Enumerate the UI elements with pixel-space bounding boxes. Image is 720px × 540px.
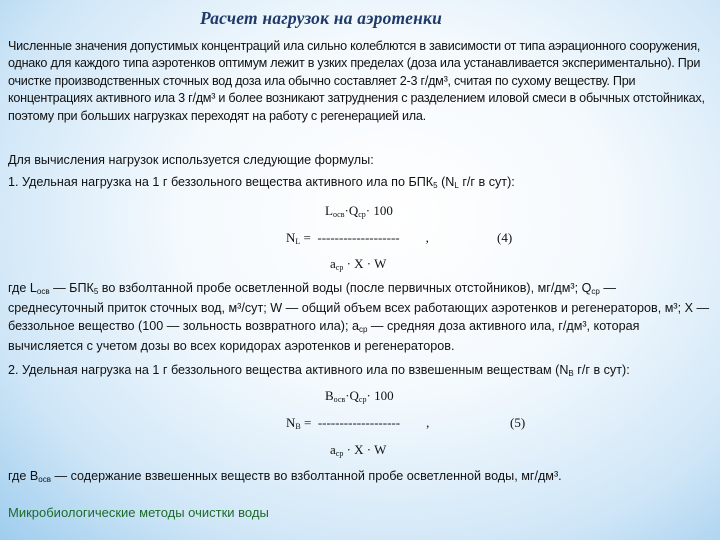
f5-num-sub2: ср (358, 395, 367, 404)
where-1-start: где L (8, 281, 37, 295)
f5-num-rest: ·Q (345, 388, 359, 403)
f4-num-sub: осв (332, 210, 345, 219)
item-2 (8, 362, 714, 382)
item-1-sub2: L (454, 181, 459, 190)
where-1-body3: — средняя доза активного ила, г/дм³, которая вычисляется с учетом дозы во всех коридорах аэротенков и регенераторов. (8, 318, 640, 354)
item-1-sub: 5 (433, 181, 438, 190)
formulas-intro: Для вычисления нагрузок используется следующие формулы: (8, 153, 374, 167)
f4-num-rest: ·Q (344, 203, 359, 218)
item-1-text3: г/г в сут): (458, 175, 515, 189)
item-1-text: 1. Удельная нагрузка на 1 г беззольного вещества активного ила по БПК (8, 175, 434, 189)
f4-den-rest: · X · W (343, 256, 387, 271)
item-2-text: 2. Удельная нагрузка на 1 г беззольного вещества активного ила по взвешенным веществам (N (8, 363, 569, 377)
f5-eq: = ------------------- , (300, 415, 430, 430)
f5-den-sub: ср (335, 449, 344, 458)
item-2-text2: г/г в сут): (573, 363, 630, 377)
f5-lhs-sub: B (295, 422, 301, 431)
formula-5-number: (5) (510, 415, 526, 430)
intro-paragraph: Численные значения допустимых концентраций ила сильно колеблются в зависимости от типа аэрационного сооружения, однако для каждого типа аэротенков оптимум лежит в узких пределах (доза ила устанавливается экспериментально). При очистке производственных сточных вод доза ила обычно составляет 2-3 г/дм³, считая по сухому веществу. При концентрациях активного ила 3 г/дм³ и более возникают затруднения с разделением иловой смеси в обычных отстойниках, поэтому при больших нагрузках переходят на работу с регенерацией ила. (8, 39, 705, 123)
item-1 (8, 174, 714, 194)
where-1-text: — БПК (49, 281, 94, 295)
where-1-sub3: ср (591, 287, 600, 296)
f4-den-a: a (330, 256, 336, 271)
f4-den-sub: ср (335, 263, 344, 272)
formula-4-line (286, 230, 429, 246)
f4-eq: = ------------------- , (300, 230, 429, 245)
f5-num-B: B (325, 388, 334, 403)
formula-4-numerator (325, 203, 393, 219)
formula-5-line (286, 415, 429, 431)
where-1-paragraph (8, 280, 714, 356)
f5-num-tail: · 100 (366, 388, 394, 403)
where-1-sub4: ср (358, 324, 368, 334)
item-2-sub: B (568, 369, 574, 378)
where-1-sub: осв (36, 287, 50, 296)
f4-num-sub2: ср (358, 210, 366, 219)
where-1-body2: — среднесуточный приток сточных вод, м³/сут; W — общий объем всех работающих аэротенков и регенераторов, м³; X — беззольное вещество (100 — зольность возвратного ила); a (8, 281, 710, 333)
slide-title: Расчет нагрузок на аэротенки (199, 8, 442, 28)
formula-4-denominator (330, 256, 386, 272)
f5-lhs: N (286, 415, 296, 430)
f4-lhs-sub: L (295, 237, 301, 246)
f4-lhs: N (286, 230, 296, 245)
f4-num-tail: · 100 (365, 203, 393, 218)
where-2-start: где B (8, 469, 39, 483)
formula-4-number: (4) (497, 230, 513, 245)
footer-caption: Микробиологические методы очистки воды (8, 505, 269, 520)
f5-den-rest: · X · W (343, 442, 387, 457)
where-1-sub2: 5 (93, 287, 99, 296)
where-1-body: во взболтанной пробе осветленной воды (после первичных отстойников), мг/дм³; Q (98, 281, 592, 295)
where-2-paragraph (8, 468, 714, 488)
f5-num-sub: осв (333, 395, 346, 404)
f5-den-a: a (330, 442, 336, 457)
formula-5-denominator (330, 442, 386, 458)
where-2-body: — содержание взвешенных веществ во взболтанной пробе осветленной воды, мг/дм³. (50, 469, 562, 483)
f4-num-L: L (325, 203, 333, 218)
where-2-sub: осв (38, 475, 51, 484)
item-1-text2: (N (437, 175, 455, 189)
formula-5-numerator (325, 388, 394, 404)
